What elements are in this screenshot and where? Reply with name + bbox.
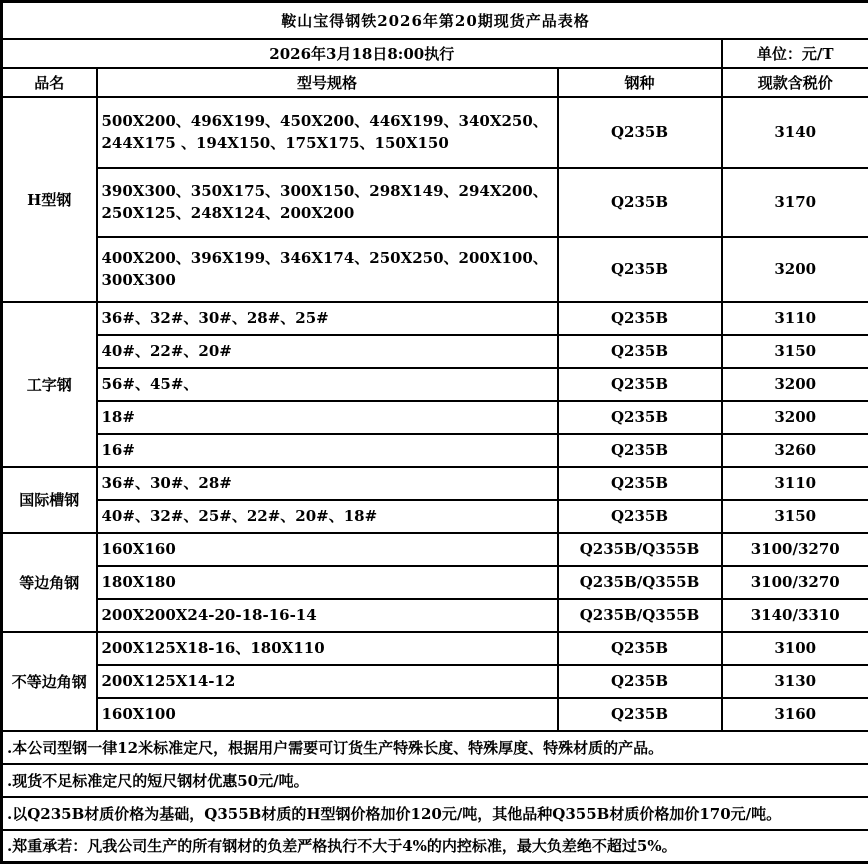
product-row (2, 237, 868, 302)
spec-cell: 160X160 (97, 533, 558, 566)
price-cell: 3260 (722, 434, 868, 467)
spec-cell: 200X125X18-16、180X110 (97, 632, 558, 665)
grade-cell: Q235B/Q355B (558, 533, 722, 566)
subheader-row (2, 39, 868, 68)
note-row (2, 830, 868, 863)
category-cell: 不等边角钢 (2, 632, 97, 731)
column-header-row (2, 68, 868, 97)
spec-cell: 200X125X14-12 (97, 665, 558, 698)
column-header-category: 品名 (2, 68, 97, 97)
grade-cell: Q235B (558, 302, 722, 335)
product-row (2, 533, 868, 566)
column-header-price: 现款含税价 (722, 68, 868, 97)
price-cell: 3200 (722, 237, 868, 302)
product-row (2, 698, 868, 731)
note-text: .郑重承若：凡我公司生产的所有钢材的负差严格执行不大于4%的内控标准，最大负差绝不超过5%。 (2, 830, 868, 863)
price-cell: 3160 (722, 698, 868, 731)
note-text: .本公司型钢一律12米标准定尺，根据用户需要可订货生产特殊长度、特殊厚度、特殊材质的产品。 (2, 731, 868, 764)
spec-cell: 180X180 (97, 566, 558, 599)
spec-cell: 40#、22#、20# (97, 335, 558, 368)
product-row (2, 599, 868, 632)
grade-cell: Q235B/Q355B (558, 599, 722, 632)
product-row (2, 335, 868, 368)
price-cell: 3140/3310 (722, 599, 868, 632)
table-body (2, 2, 868, 863)
grade-cell: Q235B (558, 368, 722, 401)
category-cell: 等边角钢 (2, 533, 97, 632)
spec-cell: 400X200、396X199、346X174、250X250、200X100、300X300 (97, 237, 558, 302)
spec-cell: 56#、45#、 (97, 368, 558, 401)
note-text: .以Q235B材质价格为基础，Q355B材质的H型钢价格加价120元/吨，其他品种Q355B材质价格加价170元/吨。 (2, 797, 868, 830)
price-cell: 3200 (722, 368, 868, 401)
grade-cell: Q235B (558, 632, 722, 665)
spec-cell: 200X200X24-20-18-16-14 (97, 599, 558, 632)
category-cell: H型钢 (2, 97, 97, 302)
spec-cell: 390X300、350X175、300X150、298X149、294X200、250X125、248X124、200X200 (97, 168, 558, 237)
grade-cell: Q235B (558, 500, 722, 533)
column-header-grade: 钢种 (558, 68, 722, 97)
note-row (2, 731, 868, 764)
product-row (2, 401, 868, 434)
spec-cell: 500X200、496X199、450X200、446X199、340X250、244X175 、194X150、175X175、150X150 (97, 97, 558, 168)
category-cell: 国际槽钢 (2, 467, 97, 533)
product-row (2, 368, 868, 401)
price-cell: 3150 (722, 500, 868, 533)
grade-cell: Q235B/Q355B (558, 566, 722, 599)
product-row (2, 168, 868, 237)
product-row (2, 97, 868, 168)
product-row (2, 632, 868, 665)
spec-cell: 36#、32#、30#、28#、25# (97, 302, 558, 335)
grade-cell: Q235B (558, 401, 722, 434)
price-cell: 3100/3270 (722, 533, 868, 566)
note-text: .现货不足标准定尺的短尺钢材优惠50元/吨。 (2, 764, 868, 797)
grade-cell: Q235B (558, 434, 722, 467)
product-row (2, 500, 868, 533)
spec-cell: 160X100 (97, 698, 558, 731)
spec-cell: 40#、32#、25#、22#、20#、18# (97, 500, 558, 533)
grade-cell: Q235B (558, 97, 722, 168)
grade-cell: Q235B (558, 237, 722, 302)
note-row (2, 764, 868, 797)
product-row (2, 434, 868, 467)
effective-time: 2026年3月18日8:00执行 (2, 39, 722, 68)
category-cell: 工字钢 (2, 302, 97, 467)
grade-cell: Q235B (558, 168, 722, 237)
price-cell: 3110 (722, 467, 868, 500)
spec-cell: 18# (97, 401, 558, 434)
price-cell: 3150 (722, 335, 868, 368)
unit-label: 单位：元/T (722, 39, 868, 68)
page-title: 鞍山宝得钢铁2026年第20期现货产品表格 (2, 2, 868, 39)
price-cell: 3100/3270 (722, 566, 868, 599)
product-row (2, 665, 868, 698)
product-row (2, 566, 868, 599)
note-row (2, 797, 868, 830)
price-cell: 3170 (722, 168, 868, 237)
product-row (2, 467, 868, 500)
price-cell: 3140 (722, 97, 868, 168)
price-cell: 3130 (722, 665, 868, 698)
price-cell: 3100 (722, 632, 868, 665)
column-header-spec: 型号规格 (97, 68, 558, 97)
grade-cell: Q235B (558, 335, 722, 368)
title-row (2, 2, 868, 39)
grade-cell: Q235B (558, 665, 722, 698)
product-row (2, 302, 868, 335)
price-cell: 3200 (722, 401, 868, 434)
grade-cell: Q235B (558, 698, 722, 731)
grade-cell: Q235B (558, 467, 722, 500)
spec-cell: 36#、30#、28# (97, 467, 558, 500)
spec-cell: 16# (97, 434, 558, 467)
price-cell: 3110 (722, 302, 868, 335)
